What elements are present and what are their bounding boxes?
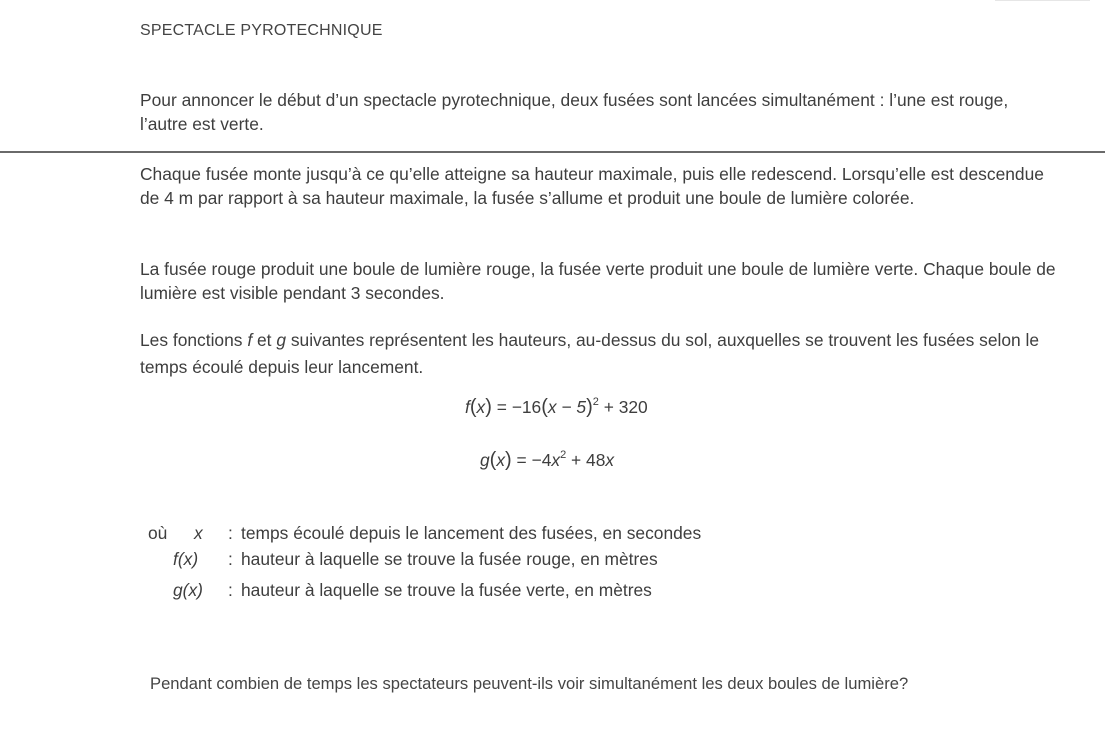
- eq-f-var: x: [476, 397, 486, 417]
- eq-f-name: f: [465, 397, 470, 417]
- page-edge-tab: [995, 0, 1090, 1]
- eq-g-exponent: 2: [560, 449, 567, 461]
- definition-symbol: f(x): [173, 549, 199, 569]
- equation-g: $g(x) = -4x^2 + 48x$: [480, 449, 615, 471]
- eq-f-constant: + 320: [598, 397, 648, 417]
- definition-symbol: x: [194, 523, 203, 543]
- definition-symbol: g(x): [173, 580, 203, 600]
- eq-f-inner: x − 5: [547, 397, 587, 417]
- eq-f-exponent: 2: [592, 396, 599, 408]
- section-divider: [0, 151, 1105, 153]
- functions-intro-text-3: suivantes représentent les hauteurs, au-dessus du sol, auxquelles se trouvent les fusées selon le temps écoulé depuis leur lancement.: [140, 330, 1040, 377]
- eq-g-name: g: [480, 450, 490, 470]
- equation-f: $f(x) = -16(x - 5)^2 + 320$: [465, 396, 648, 418]
- definition-text: temps écoulé depuis le lancement des fusées, en secondes: [241, 523, 702, 543]
- question-text: Pendant combien de temps les spectateurs peuvent-ils voir simultanément les deux boules de lumière?: [150, 674, 909, 693]
- definition-text: hauteur à laquelle se trouve la fusée rouge, en mètres: [241, 549, 658, 569]
- where-label: où: [148, 523, 168, 543]
- definition-colon: :: [228, 523, 233, 543]
- definition-text: hauteur à laquelle se trouve la fusée verte, en mètres: [241, 580, 652, 600]
- eq-g-var3: x: [605, 450, 615, 470]
- paragraph-functions-intro: [140, 327, 1060, 381]
- eq-f-coef: = −16: [491, 397, 542, 417]
- paragraph-rocket-behavior: Chaque fusée monte jusqu’à ce qu’elle atteigne sa hauteur maximale, puis elle redescend. Lorsqu’elle est descendue de 4 m par rapport à sa hauteur maximale, la fusée s’allume et produit une boule de lumière colorée.: [140, 164, 1044, 208]
- eq-g-var: x: [496, 450, 506, 470]
- eq-g-coef: = −4: [511, 450, 552, 470]
- functions-intro-text-2: et: [252, 330, 277, 350]
- definition-colon: :: [228, 580, 233, 600]
- definition-colon: :: [228, 549, 233, 569]
- function-f-symbol: f: [247, 330, 253, 350]
- eq-g-linear-coef: + 48: [566, 450, 606, 470]
- document-title: SPECTACLE PYROTECHNIQUE: [140, 22, 383, 39]
- intro-paragraph: Pour annoncer le début d’un spectacle pyrotechnique, deux fusées sont lancées simultanément : l’une est rouge, l’autre est verte.: [140, 90, 1009, 134]
- functions-intro-text-1: Les fonctions: [140, 330, 248, 350]
- function-g-symbol: g: [276, 330, 286, 350]
- paragraph-light-balls: La fusée rouge produit une boule de lumière rouge, la fusée verte produit une boule de lumière verte. Chaque boule de lumière est visible pendant 3 secondes.: [140, 259, 1056, 303]
- eq-g-var2: x: [551, 450, 561, 470]
